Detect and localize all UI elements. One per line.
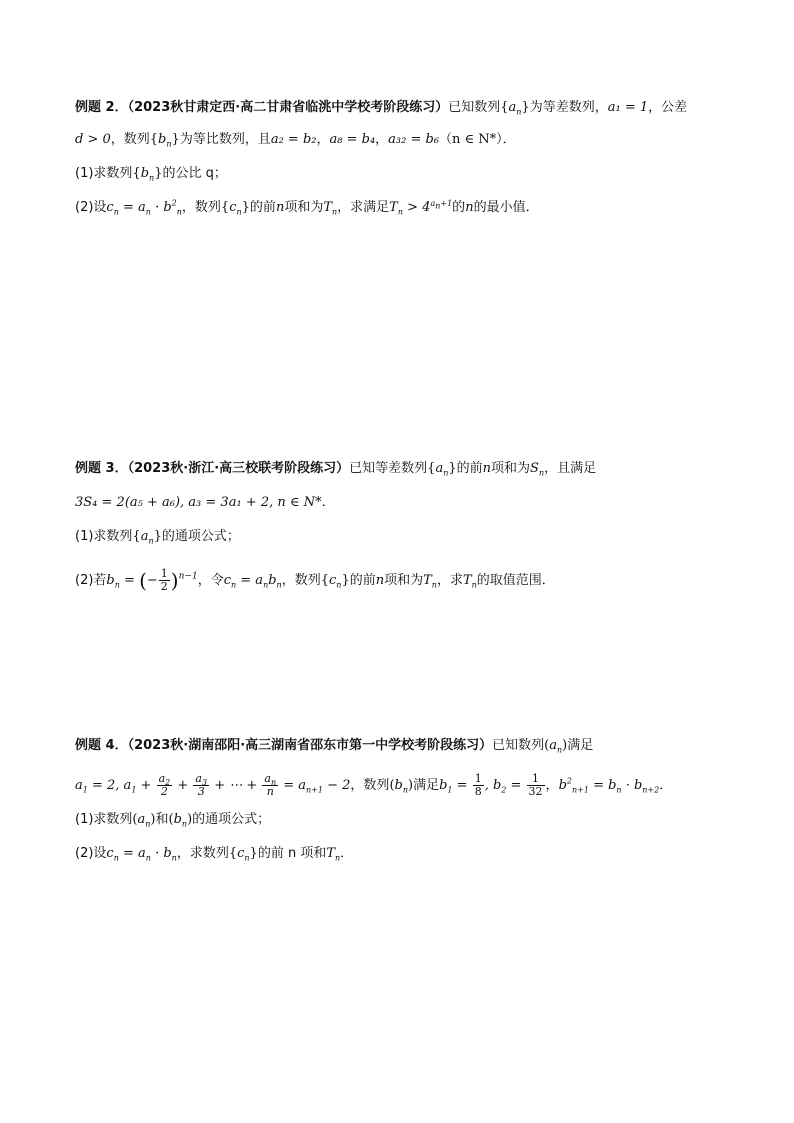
q-text: ． — [340, 846, 354, 861]
ex2-a1: a₁ = 1 — [607, 100, 649, 115]
ex3-q1: (1)求数列$\{a_n\}$的通项公式； — [75, 529, 240, 546]
ex4-text: ，数列 — [350, 778, 390, 793]
q-text: 和 — [155, 812, 169, 827]
ex3-label: 例题 3． — [75, 461, 128, 476]
ex2-line1: 例题 2．（2023秋甘肃定西·高二甘肃省临洮中学校考阶段练习）已知数列$\{a_n\}$为等差数列，a₁ = 1，公差 — [75, 100, 688, 117]
q-text: 的前 — [249, 200, 276, 215]
q-text: 的公比 q； — [162, 166, 227, 181]
ex3-text: 已知等差数列 — [349, 461, 428, 476]
q-text: ，令 — [197, 573, 224, 588]
ex4-text: 已知数列 — [492, 738, 545, 753]
ex2-cond: （n ∈ N*）． — [439, 132, 516, 147]
ex3-text: 项和为 — [491, 461, 531, 476]
q-text: ，数列 — [181, 200, 221, 215]
ex2-q2: (2)设$c_n = a_n \cdot b^2_n$，数列$\{c_n\}$的前n项和为$T_n$，求满足$T_n > 4^{a_n+1}$的n的最小值． — [75, 198, 539, 217]
q-text: 的前 n 项和 — [257, 846, 327, 861]
q-text: (1)求数列 — [75, 529, 133, 544]
ex4-line2: $a_1 = 2$, $a_1$ + $\frac{a_2}{2}$ + $\frac{a_3}{3}$ + ⋯ + $\frac{a_n}{n}$ = $a_{n+1} - 2$，数列$(b_n)$满足$b_1$ = $\frac{1}{8}$ , $b_2$ = $\frac{1}{32}$ ，$b^2_{n+1} = b_n \cdot b_{n+2}$． — [75, 772, 673, 798]
ex3-line2 — [75, 494, 335, 512]
q-text: (1)求数列 — [75, 812, 133, 827]
ex4-text: 满足 — [567, 738, 594, 753]
ex2-source: （2023秋甘肃定西·高二甘肃省临洮中学校考阶段练习） — [127, 100, 449, 115]
ex2-text: ，公差 — [648, 100, 688, 115]
q-text: 的最小值． — [473, 200, 539, 215]
ex4-q1: (1)求数列$(a_n)$和$(b_n)$的通项公式； — [75, 812, 271, 829]
ex3-text: 的前 — [456, 461, 483, 476]
ex2-eq: a₃₂ = b₆ — [388, 132, 440, 147]
q-text: 的取值范围． — [476, 573, 555, 588]
ex2-d: d > 0 — [75, 132, 111, 147]
q-text: ，数列 — [281, 573, 321, 588]
ex2-q1: (1)求数列$\{b_n\}$的公比 q； — [75, 166, 227, 183]
q-text: ，求满足 — [337, 200, 390, 215]
ex2-eq: a₂ = b₂ — [270, 132, 317, 147]
ex4-source: （2023秋·湖南邵阳·高三湖南省邵东市第一中学校考阶段练习） — [127, 738, 493, 753]
ex4-q2: (2)设$c_n = a_n \cdot b_n$，求数列$\{c_n\}$的前 n 项和$T_n$． — [75, 846, 354, 863]
ex3-eq: 3S₄ = 2(a₅ + a₆), a₃ = 3a₁ + 2, n ∈ N*． — [75, 495, 335, 510]
ex3-q2: (2)若$b_n$ = (− $\frac{1}{2}$ )$^{n-1}$，令$c_n = a_nb_n$，数列$\{c_n\}$的前n项和为$T_n$，求$T_n$的取值范围． — [75, 567, 555, 593]
ex3-text: ，且满足 — [544, 461, 597, 476]
ex4-label: 例题 4． — [75, 738, 128, 753]
q-text: 项和为 — [384, 573, 424, 588]
q-text: 的通项公式； — [192, 812, 271, 827]
ex2-text: 为等差数列， — [529, 100, 608, 115]
ex2-text: 已知数列 — [448, 100, 501, 115]
q-text: 的通项公式； — [161, 529, 240, 544]
ex2-text: ，数列 — [110, 132, 150, 147]
ex4-line1: 例题 4．（2023秋·湖南邵阳·高三湖南省邵东市第一中学校考阶段练习）已知数列$(a_n)$满足 — [75, 738, 594, 755]
q-text: 的前 — [349, 573, 376, 588]
ex2-text: 为等比数列，且 — [179, 132, 271, 147]
q-text: (1)求数列 — [75, 166, 133, 181]
q-text: 项和为 — [284, 200, 324, 215]
ex2-eq: a₈ = b₄ — [329, 132, 376, 147]
q-text: (2)设 — [75, 846, 107, 861]
ex2-line2: d > 0，数列$\{b_n\}$为等比数列，且a₂ = b₂，a₈ = b₄，a₃₂ = b₆（n ∈ N*）． — [75, 132, 516, 149]
ex2-label: 例题 2． — [75, 100, 128, 115]
ex3-line1: 例题 3．（2023秋·浙江·高三校联考阶段练习）已知等差数列$\{a_n\}$的前n项和为$S_n$，且满足 — [75, 461, 597, 478]
ex4-text: 满足 — [413, 778, 440, 793]
q-text: ，求数列 — [176, 846, 229, 861]
q-text: 的 — [452, 200, 466, 215]
q-text: (2)若 — [75, 573, 107, 588]
q-text: (2)设 — [75, 200, 107, 215]
q-text: ，求 — [436, 573, 463, 588]
ex3-source: （2023秋·浙江·高三校联考阶段练习） — [127, 461, 350, 476]
